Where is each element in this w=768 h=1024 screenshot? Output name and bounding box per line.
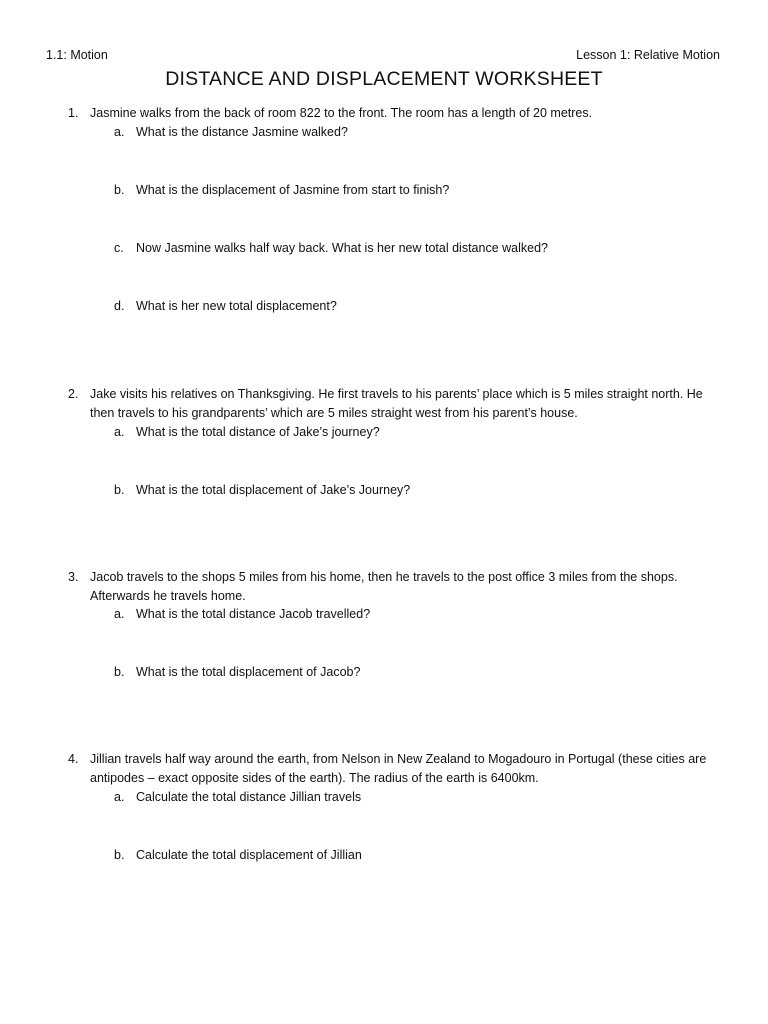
question-text: Jillian travels half way around the earth, from Nelson in New Zealand to Mogadouro in Portugal (these cities are antipodes – exact opposite sides of the earth). The radius of the earth is 6400km. (90, 752, 707, 785)
part-letter: a. (114, 125, 125, 139)
part-letter: b. (114, 848, 125, 862)
question-text: Jasmine walks from the back of room 822 to the front. The room has a length of 20 metres. (90, 106, 593, 120)
lesson-label: Lesson 1: Relative Motion (576, 48, 720, 62)
part-text: Now Jasmine walks half way back. What is her new total distance walked? (136, 241, 548, 255)
part-text: Calculate the total displacement of Jillian (136, 848, 362, 862)
part-letter: b. (114, 483, 125, 497)
part-text: What is the total displacement of Jake’s Journey? (136, 483, 411, 497)
unit-label: 1.1: Motion (46, 48, 108, 62)
part-text: What is the displacement of Jasmine from start to finish? (136, 183, 450, 197)
question-number: 3. (68, 570, 79, 584)
part-letter: a. (114, 425, 125, 439)
part-letter: b. (114, 183, 125, 197)
question-text: Jacob travels to the shops 5 miles from his home, then he travels to the post office 3 miles from the shops. Afterwards he travels home. (90, 570, 678, 603)
part-letter: c. (114, 241, 124, 255)
page-header (46, 46, 720, 66)
part-text: What is the distance Jasmine walked? (136, 125, 348, 139)
question-number: 4. (68, 752, 79, 766)
part-text: What is the total distance Jacob travelled? (136, 607, 371, 621)
part-text: Calculate the total distance Jillian travels (136, 790, 362, 804)
part-letter: d. (114, 299, 125, 313)
question-number: 2. (68, 387, 79, 401)
part-text: What is her new total displacement? (136, 299, 337, 313)
part-text: What is the total distance of Jake’s journey? (136, 425, 380, 439)
part-letter: a. (114, 790, 125, 804)
part-letter: b. (114, 665, 125, 679)
part-text: What is the total displacement of Jacob? (136, 665, 361, 679)
question-text: Jake visits his relatives on Thanksgiving. He first travels to his parents’ place which is 5 miles straight north. He then travels to his grandparents’ which are 5 miles straight west from his parent’s house. (90, 387, 703, 420)
part-letter: a. (114, 607, 125, 621)
worksheet-title: DISTANCE AND DISPLACEMENT WORKSHEET (165, 68, 603, 90)
question-number: 1. (68, 106, 79, 120)
